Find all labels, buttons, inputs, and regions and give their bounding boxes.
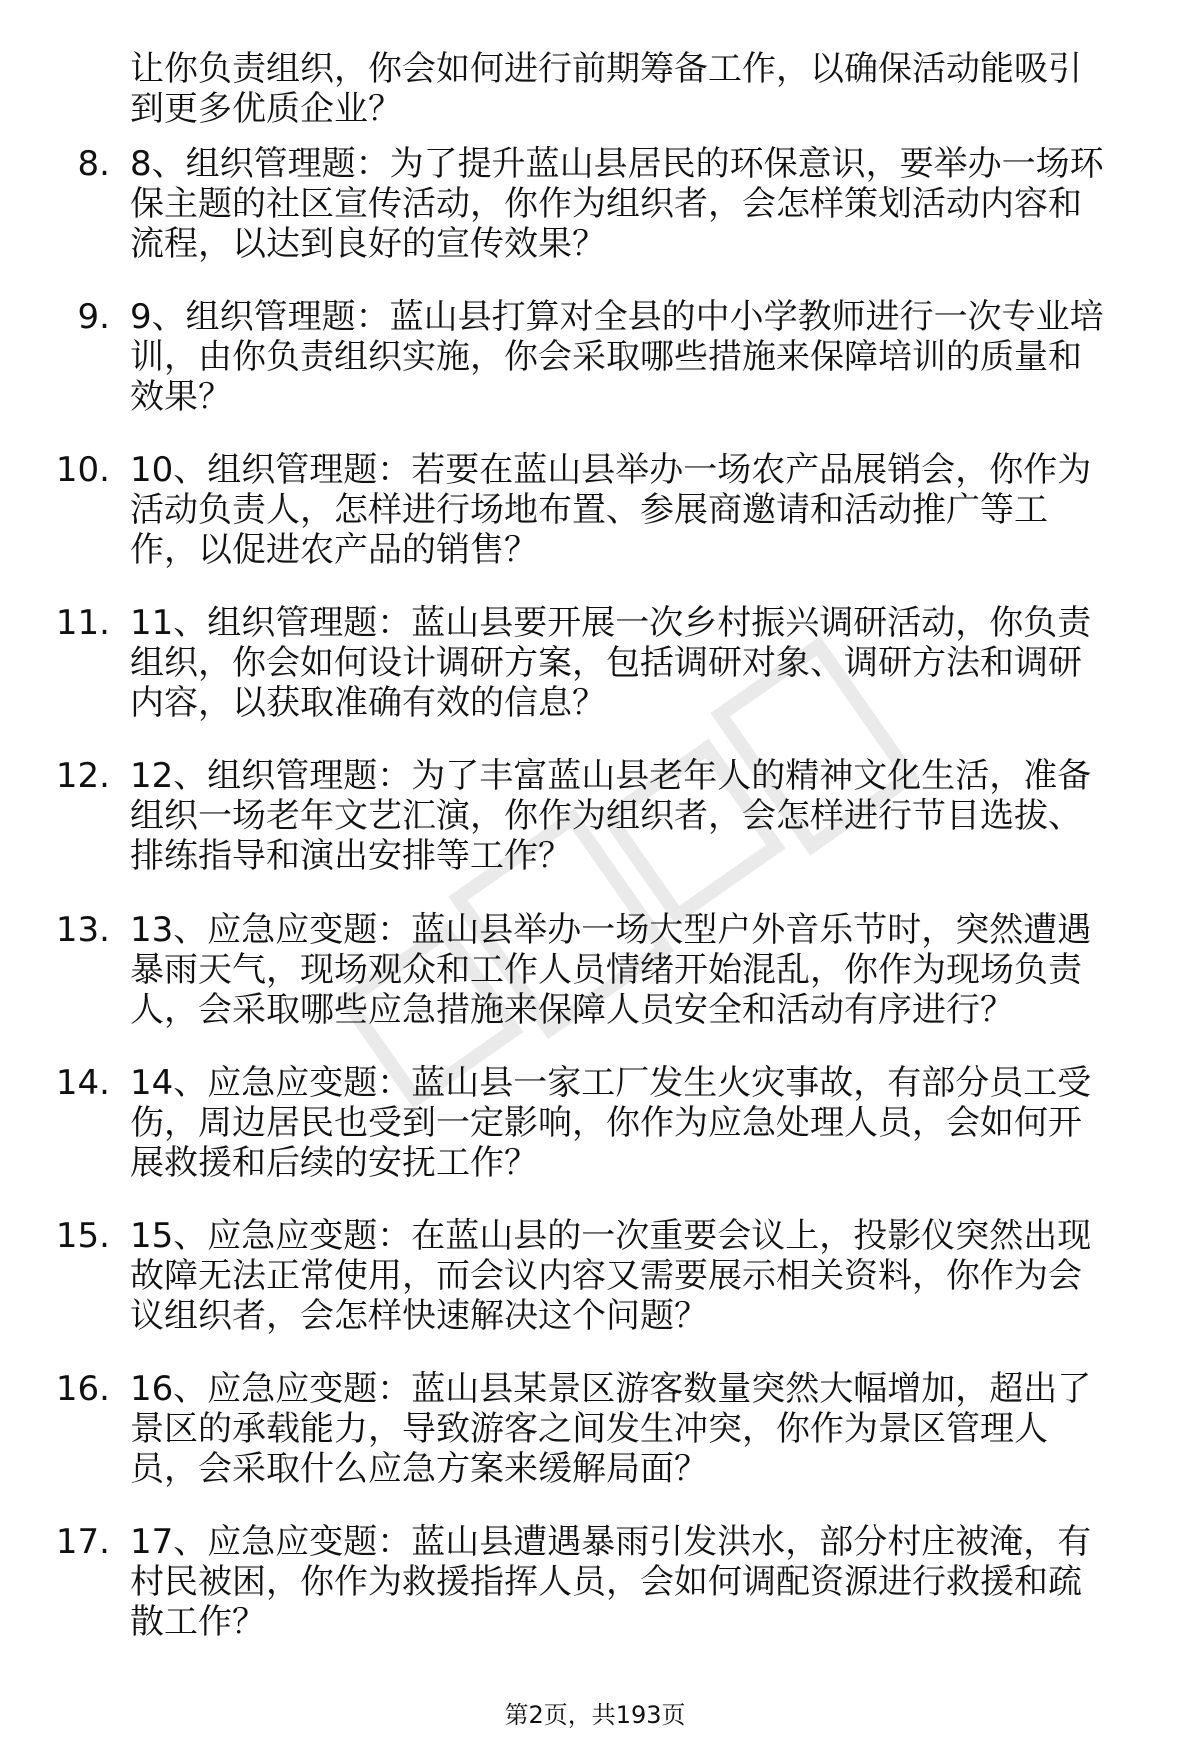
item-number: 15. xyxy=(55,1216,110,1256)
item-number: 16. xyxy=(55,1369,110,1409)
text-line: 组织一场老年文艺汇演，你作为组织者，会怎样进行节目选拔、 xyxy=(130,796,1082,836)
text-line: 训，由你负责组织实施，你会采取哪些措施来保障培训的质量和 xyxy=(130,337,1082,377)
text-line: 10、组织管理题：若要在蓝山县举办一场农产品展销会，你作为 xyxy=(130,450,1092,490)
item-number: 12. xyxy=(55,756,110,796)
text-line: 散工作？ xyxy=(130,1602,266,1642)
item-number: 9. xyxy=(77,297,110,337)
item-number: 8. xyxy=(77,144,110,184)
text-line: 组织，你会如何设计调研方案，包括调研对象、调研方法和调研 xyxy=(130,643,1082,683)
text-line: 保主题的社区宣传活动，你作为组织者，会怎样策划活动内容和 xyxy=(130,184,1082,224)
text-line: 9、组织管理题：蓝山县打算对全县的中小学教师进行一次专业培 xyxy=(130,297,1104,337)
text-line: 议组织者，会怎样快速解决这个问题？ xyxy=(130,1296,708,1336)
text-line: 排练指导和演出安排等工作？ xyxy=(130,836,572,876)
item-number: 14. xyxy=(55,1063,110,1103)
text-line: 8、组织管理题：为了提升蓝山县居民的环保意识，要举办一场环 xyxy=(130,144,1104,184)
item-number: 13. xyxy=(55,910,110,950)
text-line: 展救援和后续的安抚工作？ xyxy=(130,1143,538,1183)
text-line: 让你负责组织，你会如何进行前期筹备工作，以确保活动能吸引 xyxy=(130,49,1082,89)
text-line: 12、组织管理题：为了丰富蓝山县老年人的精神文化生活，准备 xyxy=(130,756,1092,796)
text-line: 伤，周边居民也受到一定影响，你作为应急处理人员，会如何开 xyxy=(130,1103,1082,1143)
text-line: 暴雨天气，现场观众和工作人员情绪开始混乱，你作为现场负责 xyxy=(130,950,1082,990)
text-line: 员，会采取什么应急方案来缓解局面？ xyxy=(130,1449,708,1489)
page-footer: 第2页，共193页 xyxy=(504,1701,686,1729)
text-line: 17、应急应变题：蓝山县遭遇暴雨引发洪水，部分村庄被淹，有 xyxy=(130,1522,1092,1562)
text-line: 活动负责人，怎样进行场地布置、参展商邀请和活动推广等工 xyxy=(130,490,1048,530)
text-line: 13、应急应变题：蓝山县举办一场大型户外音乐节时，突然遭遇 xyxy=(130,910,1092,950)
text-line: 效果？ xyxy=(130,377,232,417)
text-line: 11、组织管理题：蓝山县要开展一次乡村振兴调研活动，你负责 xyxy=(130,603,1092,643)
item-number: 11. xyxy=(55,603,110,643)
text-line: 作，以促进农产品的销售？ xyxy=(130,530,538,570)
text-line: 景区的承载能力，导致游客之间发生冲突，你作为景区管理人 xyxy=(130,1409,1048,1449)
text-line: 到更多优质企业？ xyxy=(130,89,402,129)
text-line: 人，会采取哪些应急措施来保障人员安全和活动有序进行？ xyxy=(130,990,1014,1030)
text-line: 14、应急应变题：蓝山县一家工厂发生火灾事故，有部分员工受 xyxy=(130,1063,1092,1103)
text-line: 内容，以获取准确有效的信息？ xyxy=(130,683,606,723)
item-number: 17. xyxy=(55,1522,110,1562)
text-line: 15、应急应变题：在蓝山县的一次重要会议上，投影仪突然出现 xyxy=(130,1216,1092,1256)
text-line: 故障无法正常使用，而会议内容又需要展示相关资料，你作为会 xyxy=(130,1256,1082,1296)
text-line: 流程，以达到良好的宣传效果？ xyxy=(130,224,606,264)
text-line: 村民被困，你作为救援指挥人员，会如何调配资源进行救援和疏 xyxy=(130,1562,1082,1602)
text-line: 16、应急应变题：蓝山县某景区游客数量突然大幅增加，超出了 xyxy=(130,1369,1092,1409)
item-number: 10. xyxy=(55,450,110,490)
